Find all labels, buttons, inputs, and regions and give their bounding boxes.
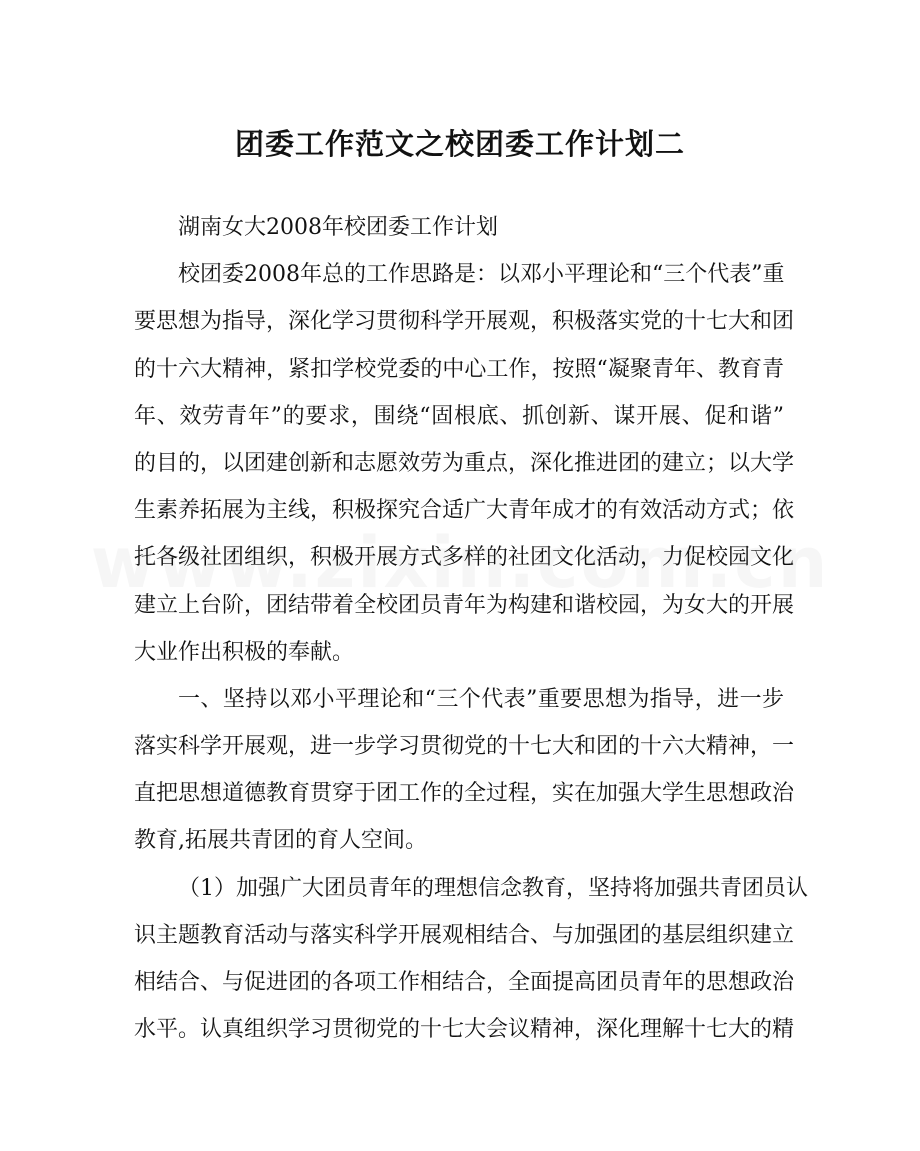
paragraph-line: 托各级社团组织，积极开展方式多样的社团文化活动，力促校园文化 — [134, 545, 795, 571]
paragraph-line: 一、坚持以邓小平理论和“三个代表”重要思想为指导，进一步 — [178, 686, 784, 712]
paragraph-line: 校团委2008年总的工作思路是：以邓小平理论和“三个代表”重 — [178, 262, 785, 288]
paragraph-line: （1）加强广大团员青年的理想信念教育，坚持将加强共青团员认 — [178, 875, 808, 901]
paragraph-line: 生素养拓展为主线，积极探究合适广大青年成才的有效活动方式；依 — [134, 498, 795, 524]
document-title: 团委工作范文之校团委工作计划二 — [234, 127, 685, 161]
plan-heading: 湖南女大2008年校团委工作计划 — [178, 215, 498, 240]
paragraph-line: 落实科学开展观，进一步学习贯彻党的十七大和团的十六大精神，一 — [134, 734, 795, 760]
paragraph-line: 水平。认真组织学习贯彻党的十七大会议精神，深化理解十七大的精 — [134, 1017, 795, 1043]
paragraph-line: 大业作出积极的奉献。 — [134, 639, 355, 665]
paragraph-line: 的十六大精神，紧扣学校党委的中心工作，按照“凝聚青年、教育青 — [134, 356, 784, 382]
paragraph-line: 直把思想道德教育贯穿于团工作的全过程，实在加强大学生思想政治 — [134, 781, 795, 807]
document-body — [134, 204, 808, 1053]
paragraph-line: 的目的，以团建创新和志愿效劳为重点，深化推进团的建立；以大学 — [134, 450, 795, 476]
paragraph-line: 年、效劳青年”的要求，围绕“固根底、抓创新、谋开展、促和谐” — [134, 403, 784, 429]
paragraph-line: 相结合、与促进团的各项工作相结合，全面提高团员青年的思想政治 — [134, 970, 795, 995]
paragraph-line: 要思想为指导，深化学习贯彻科学开展观，积极落实党的十七大和团 — [134, 309, 795, 335]
paragraph-line: 教育,拓展共青团的育人空间。 — [134, 828, 427, 854]
paragraph-line: 建立上台阶，团结带着全校团员青年为构建和谐校园，为女大的开展 — [134, 592, 795, 618]
paragraph-line: 识主题教育活动与落实科学开展观相结合、与加强团的基层组织建立 — [134, 922, 795, 948]
